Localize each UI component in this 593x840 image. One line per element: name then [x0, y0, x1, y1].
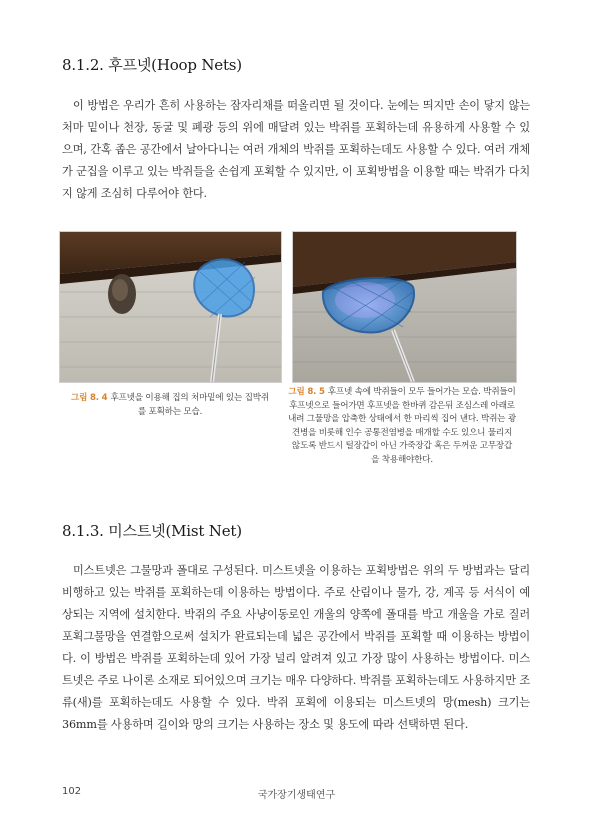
hoop-net-bats-inside-image [293, 232, 516, 382]
section-heading-mist-net: 8.1.3. 미스트넷(Mist Net) [62, 522, 242, 540]
figure-8-4-caption [70, 392, 270, 419]
page-number: 102 [62, 786, 82, 797]
figure-8-5-caption-text: 후프넷 속에 박쥐들이 모두 들어가는 모습. 박쥐들이 후프넷으로 들어가면 후프넷을 한바퀴 감은뒤 조심스레 아래로 내려 그물망을 압축한 상태에서 한 마리씩 집어 낸다. 박쥐는 광견병을 비롯해 인수 공통전염병을 매개할 수도 있으니 물리지 않도록 반드시 털장갑이 아닌 가죽장갑 혹은 두꺼운 고무장갑을 착용해야한다. [288, 387, 516, 465]
mist-net-paragraph: 미스트넷은 그물망과 폴대로 구성된다. 미스트넷을 이용하는 포획방법은 위의 두 방법과는 달리 비행하고 있는 박쥐를 포획하는데 이용하는 방법이다. 주로 산림이나 물가, 강, 계곡 등 서식이 예상되는 지역에 설치한다. 박쥐의 주요 사냥이동로인 개울의 양쪽에 폴대를 박고 개울을 가로 질러 포획그물망을 연결함으로써 설치가 완료되는데 넓은 공간에서 박쥐를 포획할 때 이용하는 방법이다. 이 방법은 박쥐를 포획하는데 있어 가장 널리 알려져 있고 가장 많이 사용하는 방법이다. 미스트넷은 주로 나이론 소재로 되어있으며 크기는 매우 다양하다. 박쥐를 포획하는데도 사용하지만 조류(새)를 포획하는데도 사용할 수 있다. 박쥐 포획에 이용되는 미스트넷의 망(mesh) 크기는 36mm를 사용하며 길이와 망의 크기는 사용하는 장소 및 용도에 따라 선택하면 된다. [62, 564, 530, 731]
hoop-nets-paragraph: 이 방법은 우리가 흔히 사용하는 잠자리채를 떠올리면 될 것이다. 눈에는 띄지만 손이 닿지 않는 처마 밑이나 천장, 동굴 및 폐광 등의 위에 매달려 있는 박쥐를 포획하는데 유용하게 사용할 수 있으며, 간혹 좁은 공간에서 날아다니는 여러 개체의 박쥐를 포획하는데도 사용할 수 있다. 여러 개체가 군집을 이루고 있는 박쥐들을 손쉽게 포획할 수 있지만, 이 포획방법을 이용할 때는 박쥐가 다치지 않게 조심히 다루어야 한다. [62, 99, 530, 200]
figure-8-4-caption-text: 후프넷을 이용해 집의 처마밑에 있는 집박쥐를 포획하는 모습. [110, 393, 269, 417]
section-heading-hoop-nets: 8.1.2. 후프넷(Hoop Nets) [62, 56, 242, 74]
figure-8-5-label: 그림 8. 5 [288, 387, 325, 397]
figure-8-4-photo [59, 231, 282, 383]
figure-8-4-label: 그림 8. 4 [71, 393, 108, 403]
figure-8-5-caption [288, 386, 516, 468]
hoop-net-eaves-image [60, 232, 281, 382]
footer-title: 국가장기생태연구 [257, 790, 336, 801]
figure-8-5-photo [292, 231, 517, 383]
